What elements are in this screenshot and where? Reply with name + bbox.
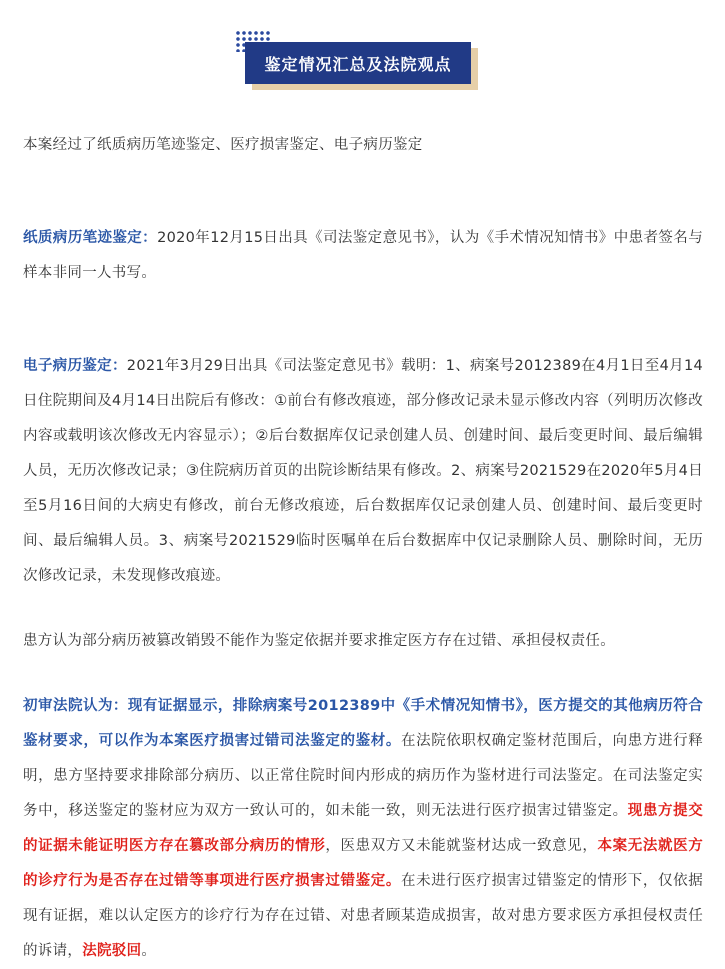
court-text-3: 在未进行医疗损害过错鉴定的情形下，仅依据现有证据，难以认定医方的诊疗行为存在过错、对患者顾某造成损害，故对患方要求医方承担侵权责任的诉请， <box>23 873 703 959</box>
court-opinion-label: 初审法院认为：现有证据显示，排除病案号2012389中《手术情况知情书》，医方提交的其他病历符合鉴材要求，可以作为本案医疗损害过错司法鉴定的鉴材。 <box>23 698 703 749</box>
article-body <box>23 128 703 969</box>
paper-appraisal-label: 纸质病历笔迹鉴定： <box>23 230 158 246</box>
electronic-appraisal-label: 电子病历鉴定： <box>23 358 127 374</box>
court-opinion-paragraph <box>23 689 703 969</box>
court-highlight-1: 现患方提交的证据未能证明医方存在篡改部分病历的情形 <box>23 803 704 854</box>
electronic-appraisal-paragraph <box>23 349 703 594</box>
court-text-2: ，医患双方又未能就鉴材达成一致意见， <box>325 838 598 854</box>
paper-appraisal-paragraph <box>23 221 703 291</box>
paper-appraisal-text: 2020年12月15日出具《司法鉴定意见书》，认为《手术情况知情书》中患者签名与样本非同一人书写。 <box>23 230 703 281</box>
patient-claim-paragraph: 患方认为部分病历被篡改销毁不能作为鉴定依据并要求推定医方存在过错、承担侵权责任。 <box>23 633 615 649</box>
section-header <box>0 0 725 110</box>
intro-paragraph: 本案经过了纸质病历笔迹鉴定、医疗损害鉴定、电子病历鉴定 <box>23 137 423 153</box>
section-title: 鉴定情况汇总及法院观点 <box>245 42 471 84</box>
electronic-appraisal-text: 2021年3月29日出具《司法鉴定意见书》载明：1、病案号2012389在4月1日至4月14日住院期间及4月14日出院后有修改：①前台有修改痕迹，部分修改记录未显示修改内容（列明历次修改内容或载明该次修改无内容显示）；②后台数据库仅记录创建人员、创建时间、最后变更时间、最后编辑人员，无历次修改记录；③住院病历首页的出院诊断结果有修改。2、病案号2021529在2020年5月4日至5月16日间的大病史有修改，前台无修改痕迹，后台数据库仅记录创建人员、创建时间、最后变更时间、最后编辑人员。3、病案号2021529临时医嘱单在后台数据库中仅记录删除人员、删除时间，无历次修改记录，未发现修改痕迹。 <box>23 358 703 584</box>
court-highlight-2: 本案无法就医方的诊疗行为是否存在过错等事项进行医疗损害过错鉴定。 <box>23 838 703 889</box>
court-verdict: 法院驳回 <box>82 943 142 959</box>
court-end: 。 <box>141 943 157 959</box>
court-text-1: 在法院依职权确定鉴材范围后，向患方进行释明，患方坚持要求排除部分病历、以正常住院时间内形成的病历作为鉴材进行司法鉴定。在司法鉴定实务中，移送鉴定的鉴材应为双方一致认可的，如未能一致，则无法进行医疗损害过错鉴定。 <box>23 733 703 819</box>
